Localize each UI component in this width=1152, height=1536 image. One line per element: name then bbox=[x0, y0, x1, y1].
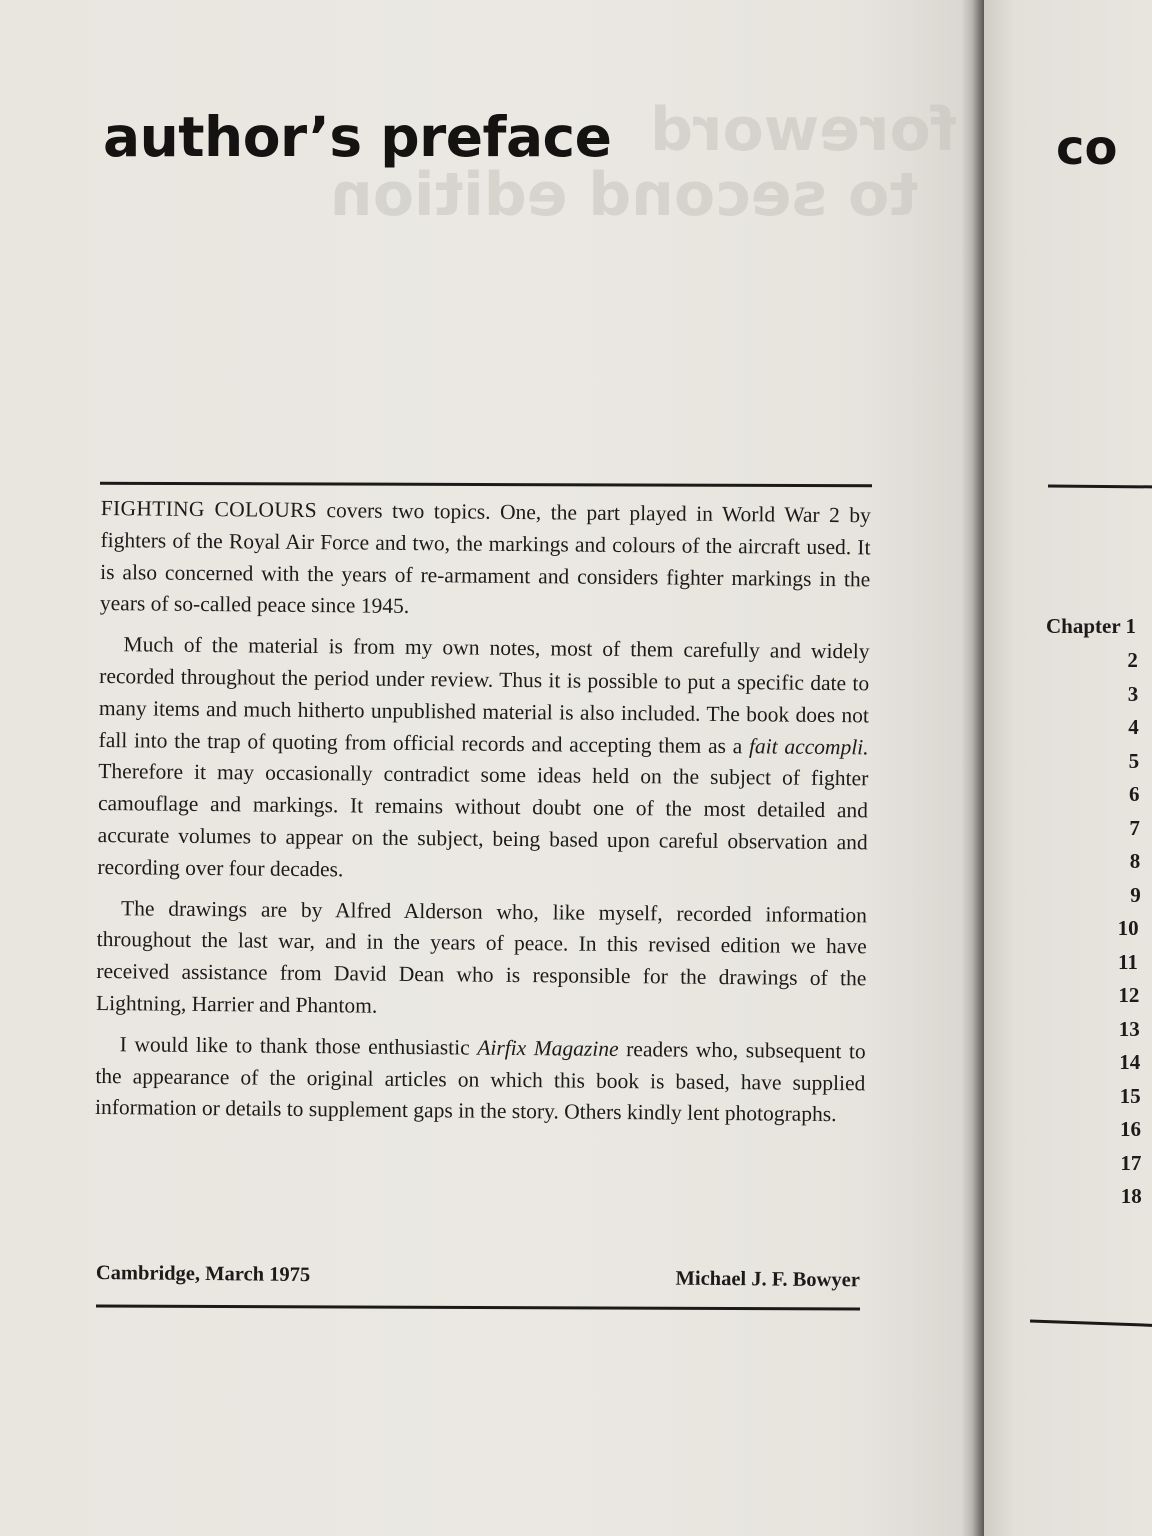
signature-row bbox=[96, 1262, 860, 1292]
paragraph-text: covers two topics. One, the part played in World War 2 by fighters of the Royal Air Force and two, the markings and colours of the aircraft used. It is also concerned with the years of re-armament and considers fighter markings in the years of so-called peace since 1945. bbox=[99, 498, 871, 619]
paragraph-text: Therefore it may occasionally contradict some ideas held on the subject of fighter camouflage and markings. It remains without doubt one of the most detailed and accurate volumes to appear on the subject, being based upon careful observation and recording over four decades. bbox=[97, 759, 869, 882]
bleed-through-text: foreword bbox=[650, 95, 957, 165]
chapter-number: 17 bbox=[1120, 1150, 1142, 1175]
chapter-number: 10 bbox=[1117, 916, 1139, 940]
chapter-number: 16 bbox=[1120, 1117, 1141, 1141]
right-page bbox=[984, 0, 1152, 1536]
paragraph-text: readers who, subsequent to the appearance of the original articles on which this book is based, have supplied information or details to supplement gaps in the story. Others kindly lent photographs. bbox=[94, 1036, 866, 1127]
preface-paragraph bbox=[95, 1029, 866, 1132]
chapter-number: 12 bbox=[1118, 983, 1140, 1007]
chapter-number: 15 bbox=[1119, 1083, 1141, 1108]
paragraph-text: FIGHTING COLOURS bbox=[100, 495, 318, 523]
book-gutter bbox=[962, 0, 984, 1536]
paragraph-text: The drawings are by Alfred Alderson who, like myself, recorded information throughout the last war, and in the years of peace. In this revised edition we have received assistance from David Dean who is responsible for the drawings of the Lightning, Harrier and Phantom. bbox=[95, 895, 868, 1018]
page-title: author’s preface bbox=[103, 105, 612, 169]
chapter-number: 3 bbox=[1127, 681, 1139, 706]
chapter-number: 8 bbox=[1129, 849, 1141, 873]
preface-paragraph bbox=[97, 629, 869, 891]
bleed-through-text: to second edition bbox=[330, 160, 918, 230]
chapter-number: 5 bbox=[1128, 748, 1140, 773]
italic-phrase: Airfix Magazine bbox=[477, 1035, 619, 1061]
chapter-number: 2 bbox=[1127, 648, 1138, 672]
chapter-number: 9 bbox=[1130, 882, 1141, 907]
italic-phrase: fait accompli. bbox=[748, 733, 869, 759]
contents-title-fragment: co bbox=[1056, 120, 1118, 176]
author-name: Michael J. F. Bowyer bbox=[675, 1267, 860, 1292]
chapter-label: Chapter 1 bbox=[1046, 614, 1137, 638]
chapter-number: 4 bbox=[1128, 715, 1139, 739]
chapter-number: 11 bbox=[1118, 949, 1138, 974]
paragraph-text: I would like to thank those enthusiastic bbox=[119, 1031, 478, 1060]
place-date: Cambridge, March 1975 bbox=[95, 1262, 311, 1287]
preface-paragraph bbox=[100, 493, 871, 628]
contents-top-rule bbox=[1048, 484, 1152, 488]
preface-paragraph bbox=[96, 893, 867, 1028]
contents-bottom-rule bbox=[1030, 1320, 1152, 1328]
chapter-number: 7 bbox=[1129, 815, 1140, 840]
chapter-number: 6 bbox=[1129, 782, 1140, 806]
chapter-number: 14 bbox=[1119, 1050, 1141, 1074]
top-rule bbox=[100, 482, 872, 487]
chapter-number: 18 bbox=[1120, 1184, 1142, 1208]
paragraph-text: Much of the material is from my own notes, most of them carefully and widely recorded throughout the period under review. Thus it is possible to put a specific date to many items and much hitherto unpublished material is also included. The book does not fall into the trap of quoting from official records and accepting them as a bbox=[98, 632, 870, 758]
preface-body bbox=[95, 493, 871, 1141]
bottom-rule bbox=[96, 1305, 860, 1311]
chapter-number: 13 bbox=[1118, 1016, 1140, 1041]
